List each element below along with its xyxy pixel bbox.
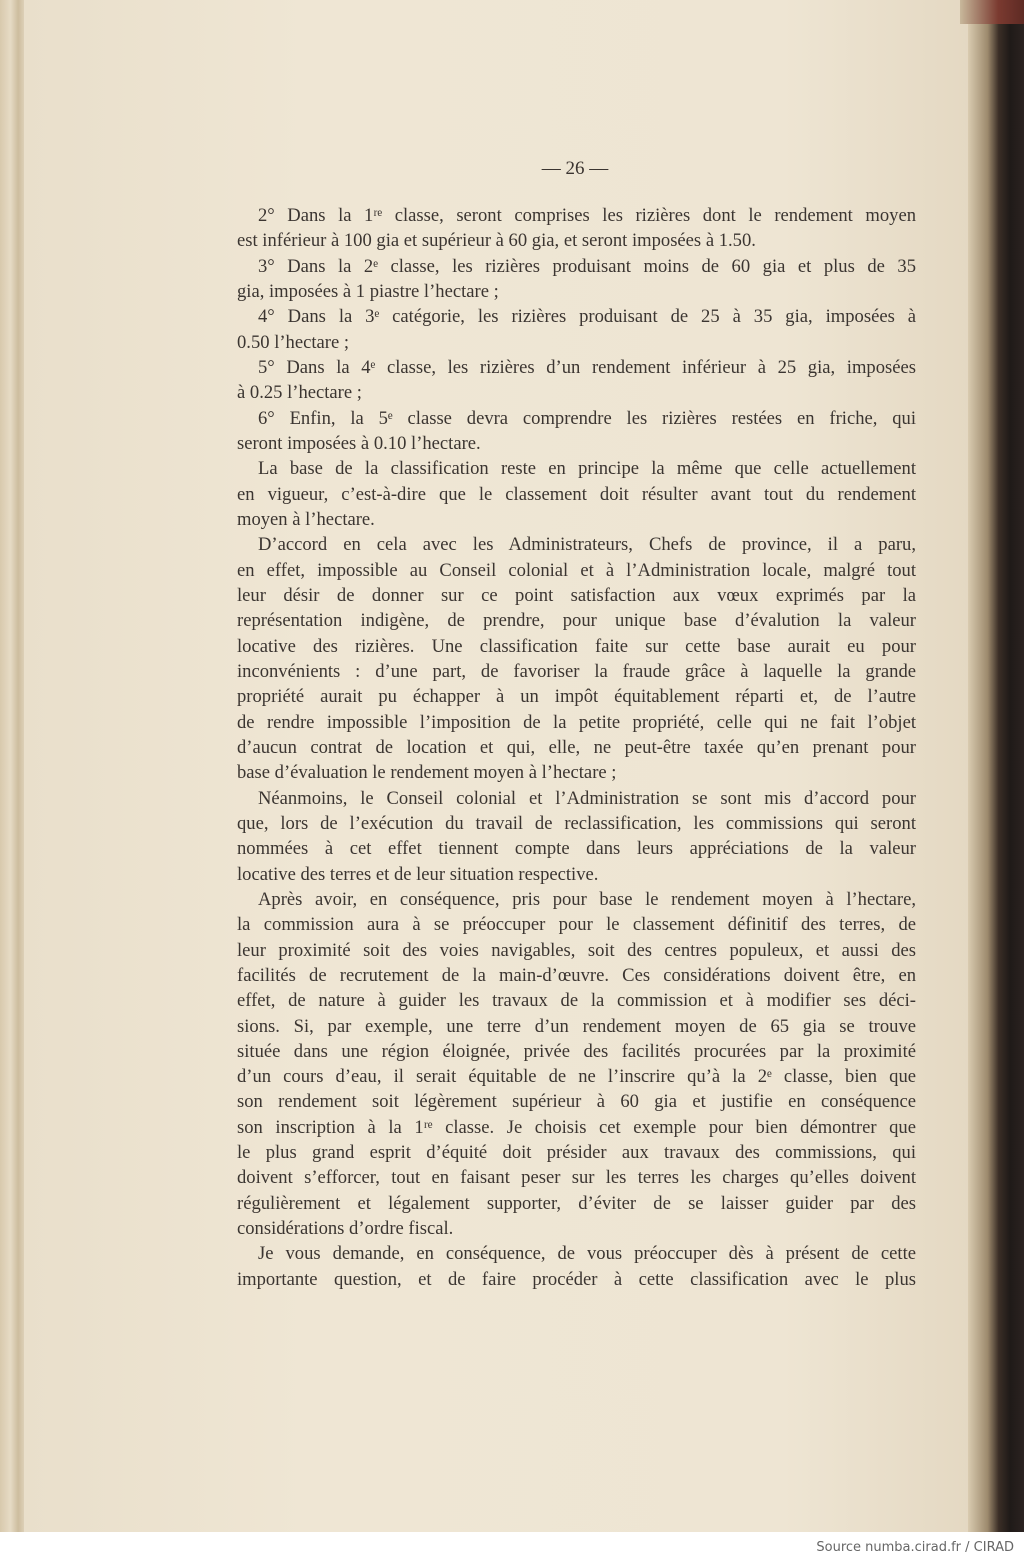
- text-line: le plus grand esprit d’équité doit présider aux travaux des commissions, qui: [237, 1142, 916, 1164]
- text-line: locative des terres et de leur situation respective.: [237, 863, 599, 885]
- text-line: de rendre impossible l’imposition de la petite propriété, celle qui ne fait l’objet: [237, 711, 916, 733]
- text-line: régulièrement et légalement supporter, d’éviter de se laisser guider par des: [237, 1192, 916, 1214]
- text-line: Après avoir, en conséquence, pris pour base le rendement moyen à l’hectare,: [258, 888, 916, 910]
- book-cover-corner: [960, 0, 1024, 24]
- text-line: Néanmoins, le Conseil colonial et l’Administration se sont mis d’accord pour: [258, 787, 916, 809]
- text-line: 5° Dans la 4ᵉ classe, les rizières d’un rendement inférieur à 25 gia, imposées: [258, 356, 916, 378]
- text-line: importante question, et de faire procéder à cette classification avec le plus: [237, 1268, 916, 1290]
- text-line: seront imposées à 0.10 l’hectare.: [237, 432, 481, 454]
- body-text: [237, 203, 916, 1292]
- text-line: leur proximité soit des voies navigables, soit des centres populeux, et aussi des: [237, 939, 916, 961]
- text-line: Je vous demande, en conséquence, de vous préoccuper dès à présent de cette: [258, 1243, 916, 1265]
- text-line: d’aucun contrat de location et qui, elle, ne peut-être taxée qu’en prenant pour: [237, 736, 916, 758]
- text-line: facilités de recrutement de la main-d’œuvre. Ces considérations doivent être, en: [237, 964, 916, 986]
- text-line: 6° Enfin, la 5ᵉ classe devra comprendre les rizières restées en friche, qui: [258, 407, 916, 429]
- text-line: D’accord en cela avec les Administrateurs, Chefs de province, il a paru,: [258, 534, 916, 556]
- text-line: base d’évaluation le rendement moyen à l’hectare ;: [237, 762, 617, 784]
- text-line: considérations d’ordre fiscal.: [237, 1218, 454, 1240]
- text-line: 2° Dans la 1ʳᵉ classe, seront comprises les rizières dont le rendement moyen: [258, 205, 916, 226]
- text-line: leur désir de donner sur ce point satisfaction aux vœux exprimés par la: [237, 584, 916, 606]
- text-line: en effet, impossible au Conseil colonial et à l’Administration locale, malgré tout: [237, 559, 916, 581]
- text-line: la commission aura à se préoccuper pour le classement définitif des terres, de: [237, 914, 916, 936]
- text-line: son inscription à la 1ʳᵉ classe. Je choisis cet exemple pour bien démontrer que: [237, 1116, 916, 1138]
- text-line: représentation indigène, de prendre, pour unique base d’évalution la valeur: [237, 610, 916, 632]
- page-number: — 26 —: [541, 158, 609, 179]
- text-line: effet, de nature à guider les travaux de la commission et à modifier ses déci-: [237, 990, 916, 1012]
- text-line: en vigueur, c’est-à-dire que le classement doit résulter avant tout du rendement: [237, 483, 916, 505]
- text-line: à 0.25 l’hectare ;: [237, 382, 362, 404]
- source-credit: Source numba.cirad.fr / CIRAD: [816, 1540, 1014, 1555]
- text-line: 4° Dans la 3ᵉ catégorie, les rizières produisant de 25 à 35 gia, imposées à: [258, 306, 916, 328]
- text-line: que, lors de l’exécution du travail de reclassification, les commissions qui seront: [237, 812, 916, 834]
- text-line: est inférieur à 100 gia et supérieur à 60 gia, et seront imposées à 1.50.: [237, 230, 756, 252]
- text-line: La base de la classification reste en principe la même que celle actuellement: [258, 458, 916, 480]
- text-line: son rendement soit légèrement supérieur à 60 gia et justifie en conséquence: [237, 1091, 916, 1113]
- text-line: sions. Si, par exemple, une terre d’un rendement moyen de 65 gia se trouve: [237, 1015, 916, 1037]
- text-line: locative des rizières. Une classification faite sur cette base aurait eu pour: [237, 635, 916, 657]
- book-binding: [968, 0, 1024, 1532]
- text-line: doivent s’efforcer, tout en faisant peser sur les terres les charges qu’elles doivent: [237, 1167, 916, 1189]
- text-line: moyen à l’hectare.: [237, 508, 375, 530]
- text-line: 0.50 l’hectare ;: [237, 331, 350, 353]
- page-edge-left: [0, 0, 26, 1532]
- text-line: nommées à cet effet tiennent compte dans leurs appréciations de la valeur: [237, 838, 916, 860]
- text-line: 3° Dans la 2ᵉ classe, les rizières produisant moins de 60 gia et plus de 35: [258, 255, 916, 277]
- text-line: propriété aurait pu échapper à un impôt équitablement réparti et, de l’autre: [237, 686, 916, 708]
- text-line: d’un cours d’eau, il serait équitable de ne l’inscrire qu’à la 2ᵉ classe, bien que: [237, 1066, 916, 1088]
- text-line: située dans une région éloignée, privée des facilités procurées par la proximité: [237, 1040, 916, 1062]
- text-line: inconvénients : d’une part, de favoriser la fraude grâce à laquelle la grande: [237, 660, 916, 682]
- text-line: gia, imposées à 1 piastre l’hectare ;: [237, 280, 499, 302]
